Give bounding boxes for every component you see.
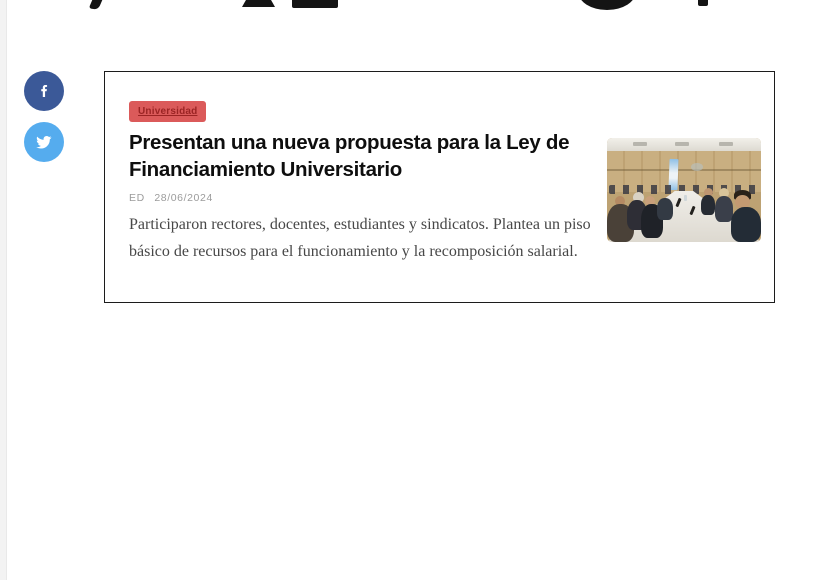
category-badge[interactable]: Universidad xyxy=(129,101,206,122)
article-thumbnail[interactable] xyxy=(607,138,761,242)
thumb-vent xyxy=(719,142,733,146)
article-summary: Participaron rectores, docentes, estudiantes y sindicatos. Plantea un piso básico de recursos para el funcionamiento y la recomposición salarial. xyxy=(129,216,591,260)
share-buttons-column xyxy=(24,71,64,162)
byline-author: ED xyxy=(129,192,145,204)
twitter-bird-icon xyxy=(36,134,52,150)
facebook-share-button[interactable] xyxy=(24,71,64,111)
thumb-wall-crest xyxy=(691,163,703,171)
twitter-share-button[interactable] xyxy=(24,122,64,162)
thumb-person xyxy=(731,207,761,242)
thumb-wall-seam xyxy=(607,169,761,171)
thumb-person xyxy=(701,195,715,215)
clipped-glyph-fragment xyxy=(242,0,275,7)
thumb-bottle xyxy=(684,195,687,201)
thumb-person xyxy=(657,198,673,220)
article-card-content xyxy=(105,72,774,302)
clipped-glyph-fragment xyxy=(292,0,338,8)
facebook-f-icon xyxy=(36,83,52,99)
clipped-glyph-fragment xyxy=(89,0,104,9)
thumb-vent xyxy=(633,142,647,146)
clipped-glyph-fragment xyxy=(578,0,636,11)
thumb-vent xyxy=(675,142,689,146)
article-title[interactable]: Presentan una nueva propuesta para la Ley de Financiamiento Universitario xyxy=(129,131,570,181)
thumb-person xyxy=(715,196,733,222)
article-card[interactable] xyxy=(104,71,775,303)
byline-date: 28/06/2024 xyxy=(154,192,213,204)
page-left-gutter xyxy=(0,0,7,580)
clipped-glyph-fragment xyxy=(698,0,708,6)
clipped-masthead xyxy=(0,0,825,12)
